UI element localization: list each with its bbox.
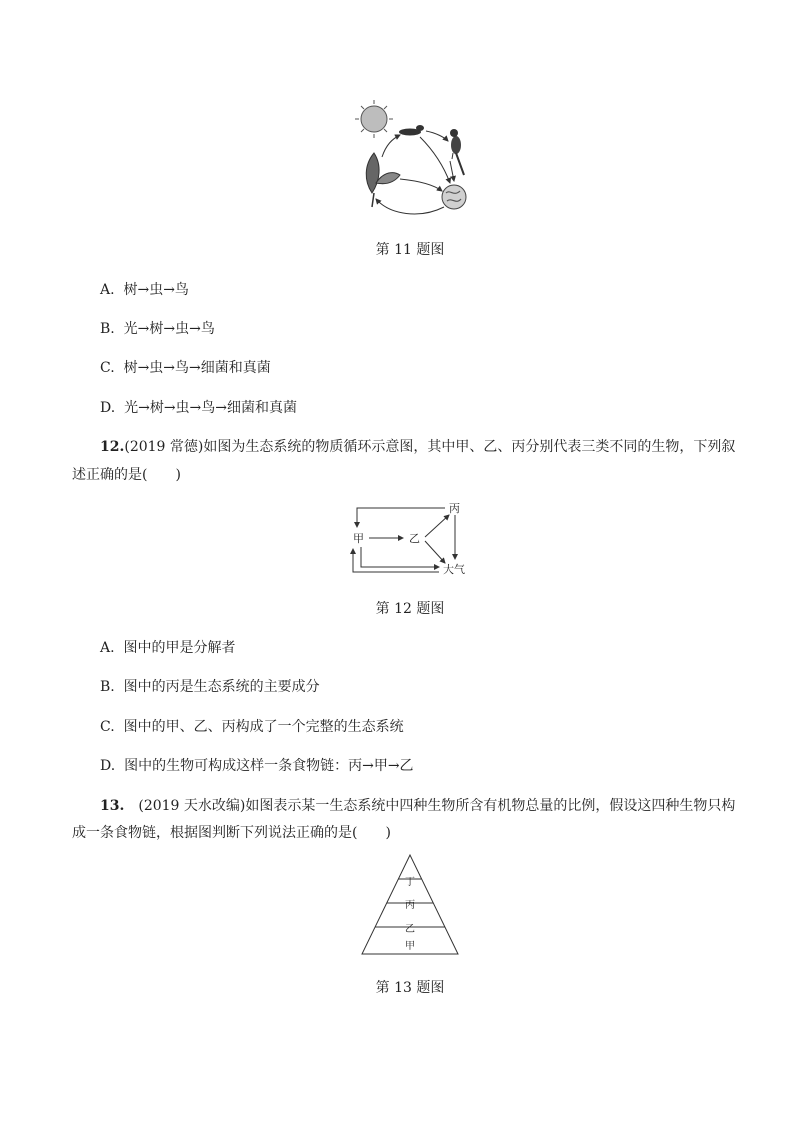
figure-13-caption: 第 13 题图	[375, 980, 445, 996]
q11-option-c[interactable]: C. 树→虫→鸟→细菌和真菌	[100, 360, 271, 376]
decomposer-icon	[442, 185, 466, 209]
caterpillar-icon	[399, 125, 424, 136]
figure-13-pyramid	[360, 852, 460, 956]
sun-icon	[355, 100, 393, 138]
pyramid-level-3: 乙	[405, 924, 415, 935]
arrow-bing-to-jia	[357, 508, 445, 527]
q11-option-b[interactable]: B. 光→树→虫→鸟	[100, 321, 215, 337]
q11-option-d[interactable]: D. 光→树→虫→鸟→细菌和真菌	[100, 400, 298, 416]
q13-number: 13.	[100, 798, 125, 814]
label-jia: 甲	[353, 532, 364, 545]
figure-11-caption: 第 11 题图	[375, 242, 445, 258]
q12-option-d[interactable]: D. 图中的生物可构成这样一条食物链：丙→甲→乙	[100, 758, 414, 774]
q13-stem-line2: 成一条食物链，根据图判断下列说法正确的是( )	[72, 825, 391, 841]
label-bing: 丙	[449, 502, 460, 515]
bird-icon	[450, 129, 464, 175]
label-daqi: 大气	[443, 563, 465, 576]
figure-12-cycle-diagram	[345, 497, 475, 579]
figure-11-cycle-illustration	[350, 95, 480, 220]
q12-option-a[interactable]: A. 图中的甲是分解者	[100, 640, 236, 656]
q12-option-c[interactable]: C. 图中的甲、乙、丙构成了一个完整的生态系统	[100, 719, 404, 735]
q12-stem-line2: 述正确的是( )	[72, 467, 181, 483]
q11-option-a[interactable]: A. 树→虫→鸟	[100, 282, 189, 298]
pyramid-level-4: 甲	[405, 941, 415, 952]
arrow-daqi-to-jia	[353, 549, 439, 572]
q12-option-b[interactable]: B. 图中的丙是生态系统的主要成分	[100, 679, 320, 695]
arrow-yi-to-bing	[425, 515, 449, 537]
arrow-yi-to-daqi	[425, 541, 445, 563]
label-yi: 乙	[409, 532, 420, 545]
q13-stem-line1: 13. (2019 天水改编)如图表示某一生态系统中四种生物所含有机物总量的比例，假设这四种生物只构	[100, 798, 736, 814]
pyramid-level-2: 丙	[405, 900, 415, 911]
cycle-arrows	[376, 131, 454, 214]
q12-number: 12.	[100, 439, 125, 455]
arrow-jia-to-daqi	[361, 547, 439, 567]
pyramid-level-1: 丁	[405, 877, 415, 888]
figure-12-caption: 第 12 题图	[375, 601, 445, 617]
q12-stem-line1: 12.(2019 常德)如图为生态系统的物质循环示意图，其中甲、乙、丙分别代表三类不同的生物，下列叙	[100, 439, 736, 455]
leaf-icon	[366, 153, 400, 207]
